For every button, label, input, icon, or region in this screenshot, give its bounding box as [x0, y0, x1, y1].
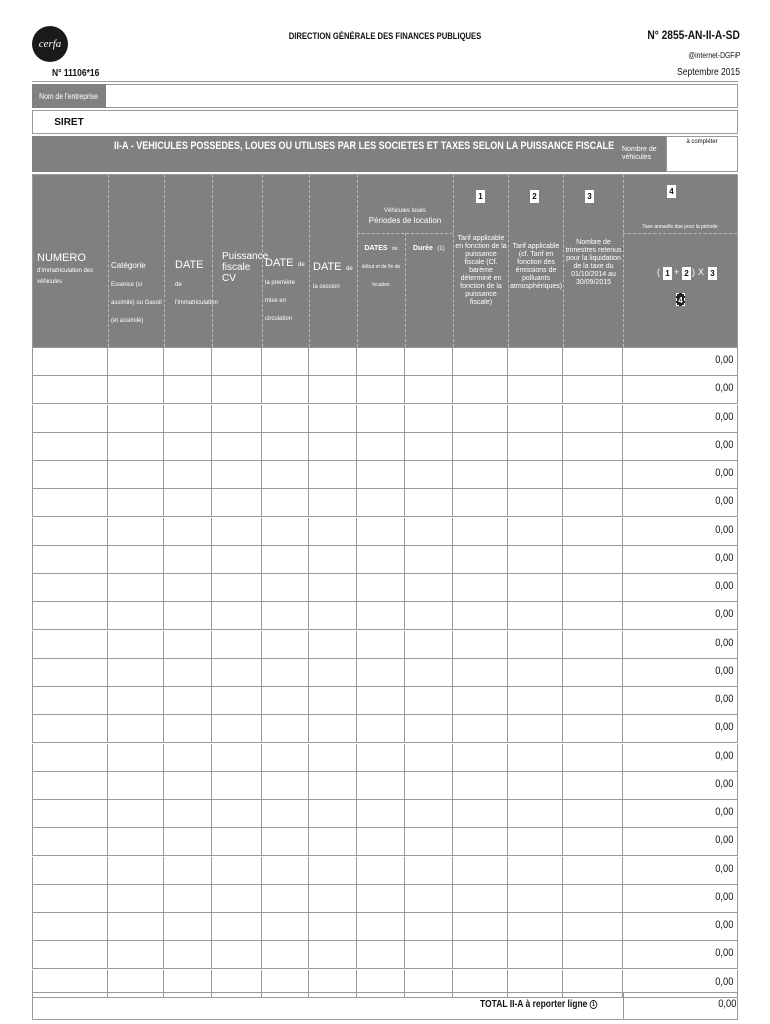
row-amount: 0,00	[714, 890, 733, 903]
internet-label: @internet-DGFiP	[687, 51, 740, 60]
col2-text: Tarif applicable (cf. Tarif en fonction des émissions de polluants atmosphériques)	[510, 243, 563, 290]
row-amount: 0,00	[714, 975, 733, 988]
table-cell[interactable]	[33, 659, 623, 686]
siret-label: SIRET	[54, 116, 84, 128]
form-date: Septembre 2015	[677, 67, 740, 78]
row-amount: 0,00	[714, 551, 733, 564]
company-name-label-box	[32, 84, 106, 108]
logo-text: cerfa	[38, 38, 62, 50]
table-row	[32, 941, 738, 969]
table-cell[interactable]	[33, 602, 623, 629]
table-cell[interactable]	[33, 574, 623, 601]
row-amount: 0,00	[714, 410, 733, 423]
col3-text: Nombre de trimestres retenus pour la liquidation de la taxe du 01/10/2014 au 30/09/2015	[565, 239, 622, 286]
table-row	[32, 433, 738, 461]
table-row	[32, 857, 738, 885]
table-cell[interactable]	[33, 828, 623, 855]
section-title: II-A - VEHICULES POSSEDES, LOUES OU UTILISES PAR LES SOCIETES ET TAXES SELON LA PUISSANCE FISCALE	[114, 140, 615, 152]
row-amount: 0,00	[714, 947, 733, 960]
table-row	[32, 376, 738, 404]
row-amount: 0,00	[714, 862, 733, 875]
table-cell[interactable]	[33, 885, 623, 912]
box-1: 1	[476, 190, 485, 203]
row-amount: 0,00	[714, 608, 733, 621]
row-amount: 0,00	[714, 749, 733, 762]
row-amount: 0,00	[714, 495, 733, 508]
table-cell[interactable]	[33, 518, 623, 545]
formula-box-1: 1	[663, 267, 672, 280]
table-row	[32, 489, 738, 517]
table-cell[interactable]	[33, 687, 623, 714]
periodes-sep	[357, 233, 453, 234]
siret-row	[32, 110, 738, 134]
col-date-immat	[175, 255, 218, 309]
row-amount: 0,00	[714, 806, 733, 818]
row-amount: 0,00	[714, 523, 733, 536]
table-row	[32, 659, 738, 687]
table-row	[32, 602, 738, 630]
nb-vehicules-label: Nombre de véhicules	[622, 146, 657, 161]
col-dates-label: DATES	[364, 245, 388, 252]
col-duree	[413, 237, 451, 255]
row-amount: 0,00	[714, 438, 733, 451]
col-sep	[453, 175, 454, 347]
table-row	[32, 574, 738, 602]
table-row	[32, 913, 738, 941]
table-row	[32, 744, 738, 772]
col-categorie	[111, 255, 163, 327]
col-numero-label: NUMERO	[37, 252, 86, 264]
col-sep	[563, 175, 564, 347]
table-cell[interactable]	[33, 941, 623, 968]
vehicules-loues-label: Véhicules loués	[383, 208, 427, 214]
table-row	[32, 461, 738, 489]
box-2: 2	[530, 190, 539, 203]
total-label-text: TOTAL II-A à reporter ligne	[480, 999, 588, 1010]
table-cell[interactable]	[33, 857, 623, 884]
table-cell[interactable]	[33, 772, 623, 799]
table-row	[32, 348, 738, 376]
row-amount: 0,00	[714, 354, 733, 366]
table-cell[interactable]	[33, 715, 623, 742]
box-3: 3	[585, 190, 594, 203]
row-amount: 0,00	[714, 664, 733, 677]
company-name-row	[32, 84, 738, 108]
total-sep	[623, 993, 624, 1019]
table-cell[interactable]	[33, 489, 623, 516]
col-date-immat-label: DATE	[175, 259, 204, 271]
row-amount: 0,00	[714, 834, 733, 847]
table-row	[32, 518, 738, 546]
col-date-cession-sub: de la cession	[313, 266, 353, 290]
total-circle-ref: 1	[590, 1000, 598, 1009]
table-row	[32, 715, 738, 743]
col-date-premiere	[265, 253, 309, 325]
row-amount: 0,00	[714, 721, 733, 734]
col-dates-sub: de début et de fin de location	[361, 246, 401, 288]
formula-result-box: 4	[676, 293, 685, 306]
table-row	[32, 405, 738, 433]
col-sep	[357, 175, 358, 347]
formula-box-2: 2	[682, 267, 691, 280]
header-divider	[32, 81, 738, 82]
row-amount: 0,00	[714, 693, 733, 705]
cerfa-number: N° 11106*16	[52, 68, 100, 79]
table-cell[interactable]	[33, 631, 623, 658]
row-amount: 0,00	[714, 636, 733, 649]
col-sep	[212, 175, 213, 347]
col-categorie-sub: Essence (si assimilé) ou Gasoil (et assimilé)	[111, 282, 162, 324]
col-sep	[309, 175, 310, 347]
table-cell[interactable]	[33, 405, 623, 432]
company-name-label: Nom de l'entreprise	[39, 91, 99, 101]
col1-text: Tarif applicable en fonction de la puissance fiscale (Cf. barème déterminé en fonction de la puissance fiscale)	[455, 235, 507, 306]
table-row	[32, 687, 738, 715]
row-amount: 0,00	[714, 919, 733, 931]
form-number: N° 2855-AN-II-A-SD	[647, 28, 740, 42]
col-sep	[405, 233, 406, 347]
col-sep	[508, 175, 509, 347]
box-4: 4	[667, 185, 676, 198]
formula-box-3: 3	[708, 267, 717, 280]
table-row	[32, 631, 738, 659]
formula: ( 1 + 2 ) X 3	[653, 267, 733, 281]
col-duree-label: Durée	[413, 245, 433, 252]
row-amount: 0,00	[714, 382, 733, 395]
col-sep	[164, 175, 165, 347]
table-row	[32, 828, 738, 856]
col4-sep	[623, 233, 737, 234]
table-row	[32, 800, 738, 828]
table-cell[interactable]	[33, 461, 623, 488]
col-duree-sub: (1)	[437, 246, 445, 252]
table-cell[interactable]	[33, 546, 623, 573]
row-amount: 0,00	[714, 467, 733, 479]
row-amount: 0,00	[714, 580, 733, 592]
col-sep	[108, 175, 109, 347]
table-cell[interactable]	[33, 433, 623, 460]
total-label	[480, 999, 597, 1010]
table-cell[interactable]	[33, 376, 623, 403]
table-row	[32, 772, 738, 800]
table-cell[interactable]	[33, 800, 623, 827]
periodes-location-label: Périodes de location	[368, 216, 442, 225]
table-cell[interactable]	[33, 913, 623, 940]
table-row	[32, 546, 738, 574]
total-value: 0,00	[717, 998, 736, 1010]
row-amount: 0,00	[714, 777, 733, 790]
col-date-cession	[313, 257, 357, 293]
formula-times: X	[698, 267, 705, 277]
col-date-cession-label: DATE	[313, 261, 342, 273]
col-date-premiere-label: DATE	[265, 257, 294, 269]
table-cell[interactable]	[33, 348, 623, 375]
formula-plus: +	[674, 267, 680, 277]
direction-title: DIRECTION GÉNÉRALE DES FINANCES PUBLIQUES	[288, 31, 482, 41]
col4-text: Taxe annuelle due pour la période	[642, 224, 718, 230]
a-completer-label: à compléter	[686, 139, 718, 145]
col-date-immat-sub: de l'immatriculation	[175, 282, 218, 306]
column-header	[32, 174, 738, 348]
col-sep	[623, 175, 624, 347]
col-date-premiere-sub: de la première mise en circulation	[265, 262, 305, 322]
col-numero-sub: d'immatriculation des véhicules	[37, 268, 94, 285]
total-row	[32, 992, 738, 1020]
col-puissance: Puissance fiscale CV	[222, 251, 269, 284]
table-cell[interactable]	[33, 744, 623, 771]
table-row	[32, 885, 738, 913]
col-numero	[37, 253, 107, 286]
col-dates-debut-fin	[359, 237, 403, 291]
col-categorie-label: Catégorie	[111, 261, 146, 270]
